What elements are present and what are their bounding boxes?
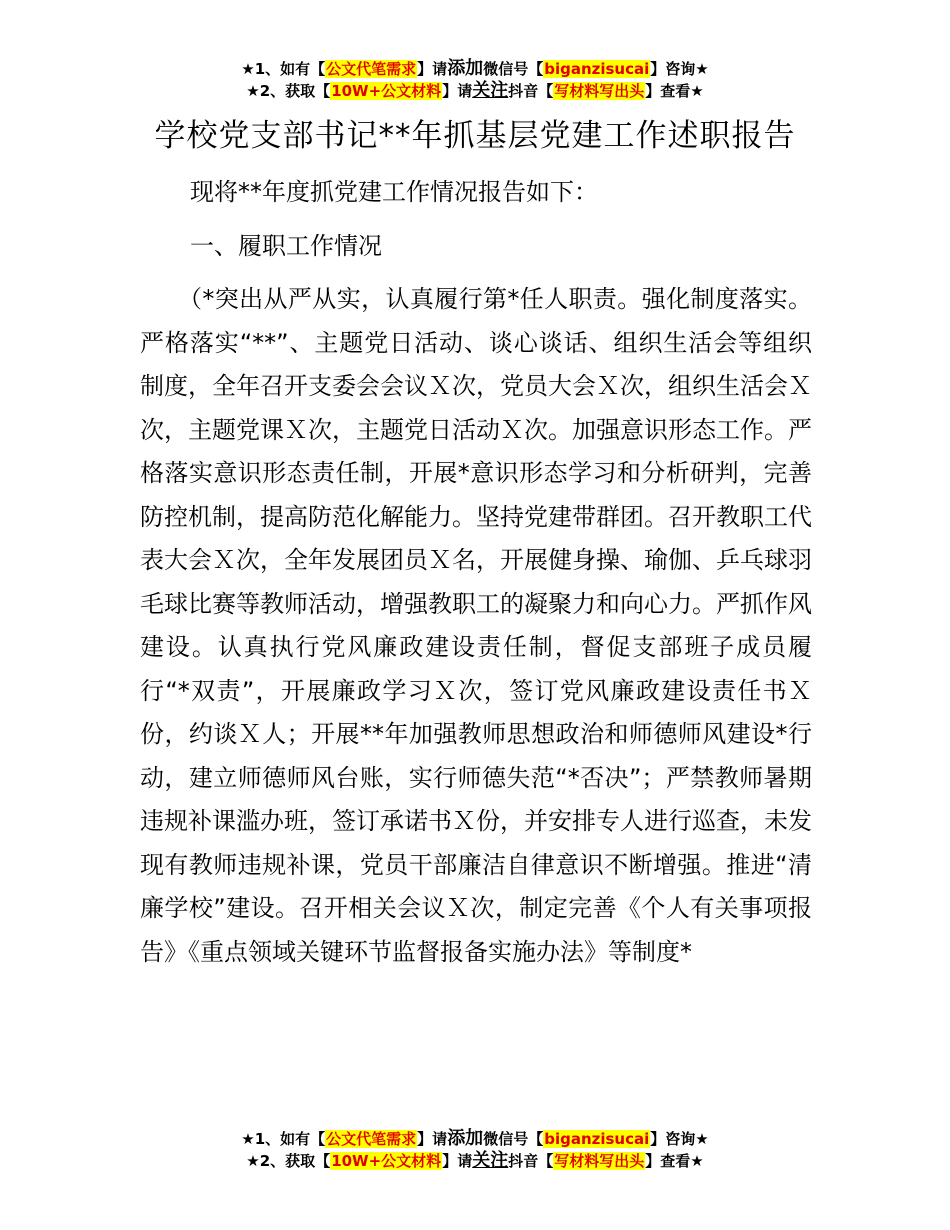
highlight-service: 公文代笔需求 — [326, 60, 417, 78]
highlight-service: 公文代笔需求 — [326, 1130, 417, 1148]
banner-line-1: ★1、如有【公文代笔需求】请添加微信号【biganzisucai】咨询★ — [241, 58, 709, 79]
body-paragraph: （*突出从严从实，认真履行第*任人职责。强化制度落实。严格落实“**”、主题党日活动、谈心谈话、组织生活会等组织制度，全年召开支委会会议Ｘ次，党员大会Ｘ次，组织生活会Ｘ次，主题党课Ｘ次，主题党日活动Ｘ次。加强意识形态工作。严格落实意识形态责任制，开展*意识形态学习和分析研判，完善防控机制，提高防范化解能力。坚持党建带群团。召开教职工代表大会Ｘ次，全年发展团员Ｘ名，开展健身操、瑜伽、乒乓球羽毛球比赛等教师活动，增强教职工的凝聚力和向心力。严抓作风建设。认真执行党风廉政建设责任制，督促支部班子成员履行“*双责”，开展廉政学习Ｘ次，签订党风廉政建设责任书Ｘ份，约谈Ｘ人；开展**年加强教师思想政治和师德师风建设*行动，建立师德师风台账，实行师德失范“*否决”；严禁教师暑期违规补课滥办班，签订承诺书Ｘ份，并安排专人进行巡查，未发现有教师违规补课，党员干部廉洁自律意识不断增强。推进“清廉学校”建设。召开相关会议Ｘ次，制定完善《个人有关事项报告》《重点领域关键环节监督报备实施办法》等制度* — [140, 285, 812, 966]
highlight-wechat-id: biganzisucai — [544, 60, 650, 78]
intro-paragraph: 现将**年度抓党建工作情况报告如下： — [190, 178, 598, 206]
header-banner — [0, 58, 950, 102]
banner-line-1: ★1、如有【公文代笔需求】请添加微信号【biganzisucai】咨询★ — [241, 1128, 709, 1149]
highlight-douyin-id: 写材料写出头 — [554, 82, 645, 100]
banner-line-2: ★2、获取【10W+公文材料】请关注抖音【写材料写出头】查看★ — [246, 1150, 704, 1171]
banner-line-2: ★2、获取【10W+公文材料】请关注抖音【写材料写出头】查看★ — [246, 80, 704, 101]
highlight-materials: 10W+公文材料 — [331, 82, 442, 100]
highlight-materials: 10W+公文材料 — [331, 1152, 442, 1170]
footer-banner — [0, 1128, 950, 1172]
document-title: 学校党支部书记**年抓基层党建工作述职报告 — [154, 118, 796, 154]
highlight-douyin-id: 写材料写出头 — [554, 1152, 645, 1170]
highlight-wechat-id: biganzisucai — [544, 1130, 650, 1148]
section-heading: 一、履职工作情况 — [190, 232, 382, 260]
